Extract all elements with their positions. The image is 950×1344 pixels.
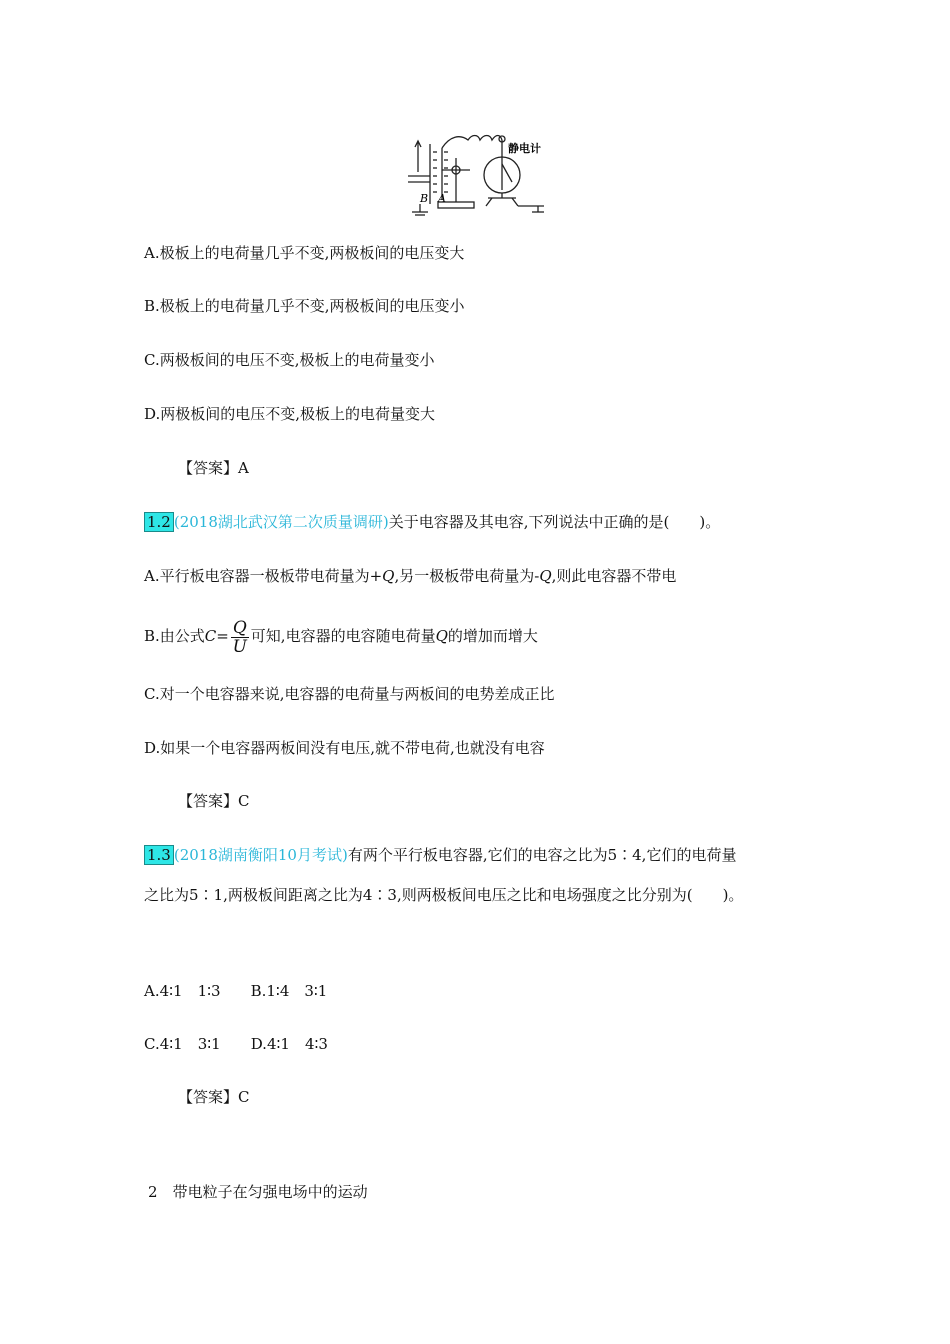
q1-2-option-d: D.如果一个电容器两板间没有电压,就不带电荷,也就没有电容: [144, 739, 545, 757]
q1-3-stem-line1: [144, 845, 736, 865]
q1-3-source: (2018湖南衡阳10月考试): [173, 846, 348, 864]
q1-3-options-cd: C.4∶1 3∶1 D.4∶1 4∶3: [144, 1035, 328, 1053]
q1-2-option-a-text3: ,则此电容器不带电: [551, 567, 677, 585]
q1-2-source: (2018湖北武汉第二次质量调研): [173, 513, 389, 531]
q1-2-option-c: C.对一个电容器来说,电容器的电荷量与两板间的电势差成正比: [144, 685, 555, 703]
q1-1-answer: 【答案】A: [178, 459, 249, 477]
q1-2-option-a: [144, 566, 676, 586]
q1-2-option-b-var-q: Q: [435, 627, 448, 645]
q1-2-option-b-var-c: C: [204, 627, 217, 645]
q1-2-formula-fraction: [231, 619, 249, 656]
q1-1-option-b: B.极板上的电荷量几乎不变,两极板间的电压变小: [144, 297, 465, 315]
q1-2-stem: [144, 512, 720, 532]
section-title: 带电粒子在匀强电场中的运动: [172, 1183, 368, 1201]
plate-b-label: B: [420, 192, 429, 205]
q1-2-option-b-text3: 的增加而增大: [447, 627, 538, 645]
q1-3-number: 1.3: [144, 845, 174, 865]
section-heading: [148, 1182, 368, 1202]
section-number: 2: [148, 1183, 158, 1201]
q1-3-options-ab: A.4∶1 1∶3 B.1∶4 3∶1: [144, 982, 328, 1000]
q1-2-option-b: [144, 614, 538, 658]
fraction-denominator: U: [232, 636, 247, 657]
q1-1-option-a: A.极板上的电荷量几乎不变,两极板间的电压变大: [144, 244, 465, 262]
q1-3-answer: 【答案】C: [178, 1088, 250, 1106]
q1-1-option-c: C.两极板间的电压不变,极板上的电荷量变小: [144, 351, 435, 369]
fraction-numerator: Q: [232, 617, 247, 638]
plate-a-label: A: [438, 192, 446, 205]
q1-2-option-a-var2: Q: [539, 567, 552, 585]
electrometer-figure: [400, 130, 550, 218]
q1-2-question: 关于电容器及其电容,下列说法中正确的是( )。: [388, 513, 721, 531]
q1-3-stem-line2: 之比为5∶1,两极板间距离之比为4∶3,则两极板间电压之比和电场强度之比分别为( )。: [144, 886, 744, 904]
q1-3-question-1: 有两个平行板电容器,它们的电容之比为5∶4,它们的电荷量: [347, 846, 737, 864]
electrometer-label: 静电计: [508, 142, 541, 155]
q1-2-option-b-text1: B.由公式: [144, 627, 205, 645]
q1-2-answer: 【答案】C: [178, 792, 250, 810]
q1-2-option-a-var1: Q: [382, 567, 395, 585]
q1-2-option-a-text2: ,另一极板带电荷量为-: [394, 567, 540, 585]
q1-1-option-d: D.两极板间的电压不变,极板上的电荷量变大: [144, 405, 436, 423]
q1-2-option-b-equals: =: [216, 627, 229, 645]
q1-2-number: 1.2: [144, 512, 174, 532]
q1-2-option-b-text2: 可知,电容器的电容随电荷量: [250, 627, 436, 645]
q1-2-option-a-text1: A.平行板电容器一极板带电荷量为+: [144, 567, 383, 585]
